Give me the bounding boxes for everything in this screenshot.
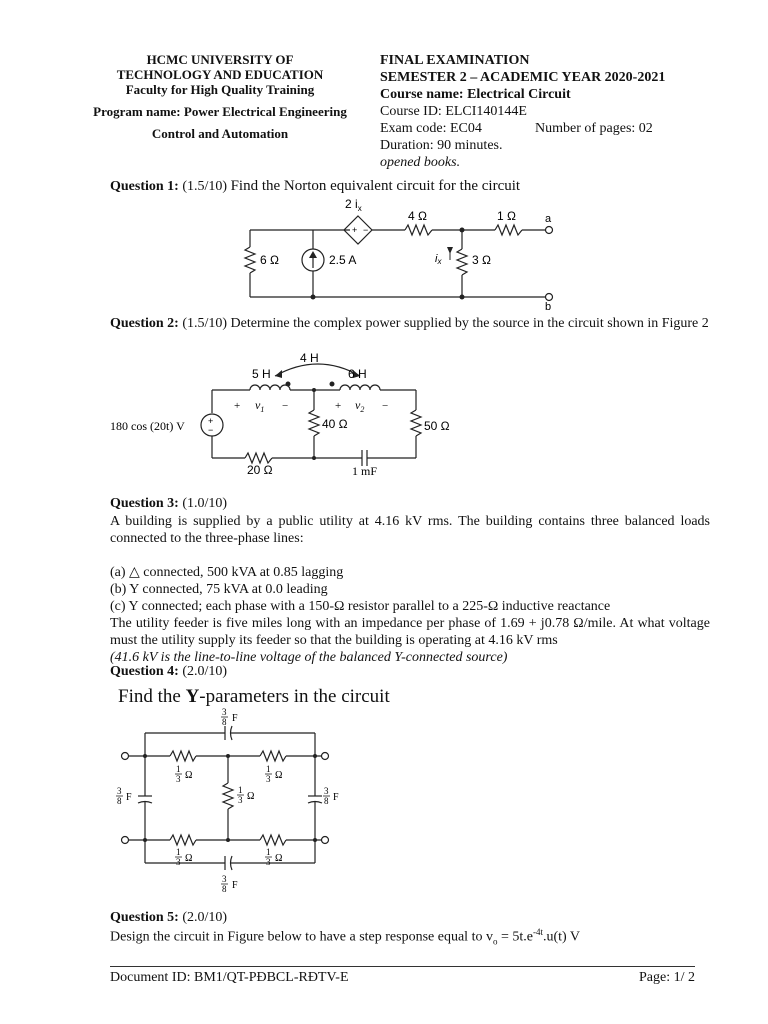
dot-marker-icon	[330, 382, 335, 387]
current-source-label: 2.5 A	[329, 253, 357, 267]
ix-label: ix	[435, 253, 442, 266]
question-3-points: (1.0/10)	[182, 496, 228, 511]
svg-text:−: −	[382, 400, 389, 412]
university-name-line2: TECHNOLOGY AND EDUCATION	[116, 67, 324, 82]
svg-text:3: 3	[266, 857, 271, 867]
resistor-6-label: 6 Ω	[260, 253, 279, 267]
svg-text:3: 3	[222, 708, 227, 717]
capacitor-1mf-label: 1 mF	[352, 464, 378, 478]
question-1-points: (1.5/10)	[182, 179, 228, 194]
question-4-title: Find the Y-parameters in the circuit	[118, 686, 390, 707]
svg-text:1: 1	[266, 847, 271, 857]
question-5-heading	[110, 910, 227, 926]
dep-source-plus: +	[352, 225, 358, 235]
v2-label: $v_2$	[355, 398, 365, 414]
svg-text:3: 3	[324, 786, 329, 796]
svg-text:8: 8	[324, 796, 329, 806]
svg-text:F: F	[232, 713, 238, 724]
number-of-pages: Number of pages: 02	[535, 121, 653, 136]
svg-text:Ω: Ω	[185, 770, 193, 781]
svg-text:3: 3	[238, 795, 243, 805]
question-5-text: Design the circuit in Figure below to have a step response equal to $v_o = 5t.e^{-4t}.u(t)$ V	[110, 927, 581, 947]
svg-text:1: 1	[238, 785, 243, 795]
page-number: Page: 1/ 2	[639, 970, 695, 985]
dep-source-label: 2 $i_x$	[345, 197, 362, 213]
inductor-5h-label: 5 H	[252, 367, 271, 381]
mutual-inductance-label: 4 H	[300, 351, 319, 365]
course-id: Course ID: ELCI140144E	[380, 104, 527, 119]
svg-text:Ω: Ω	[275, 853, 283, 864]
svg-text:+: +	[335, 400, 342, 412]
svg-text:+: +	[234, 400, 241, 412]
svg-text:Ω: Ω	[247, 791, 255, 802]
question-3-item-b: (b) Y connected, 75 kVA at 0.0 leading	[110, 582, 328, 597]
question-3-feeder-text: The utility feeder is five miles long with an impedance per phase of 1.69 + j0.78 Ω/mile. At what voltage must the utility supply its feeder so that the building is operating at 4.16 kV rms	[110, 616, 710, 648]
svg-text:−: −	[282, 400, 289, 412]
question-3-heading	[110, 496, 227, 512]
faculty-name: Faculty for High Quality Training	[125, 82, 315, 97]
svg-text:3: 3	[222, 874, 227, 884]
voltage-source-label: 180 cos (20t) V	[110, 419, 185, 433]
svg-text:8: 8	[117, 796, 122, 806]
svg-text:F: F	[232, 880, 238, 891]
question-1-text: Find the Norton equivalent circuit for the circuit	[230, 178, 521, 194]
svg-text:3: 3	[266, 774, 271, 784]
resistor-4-label: 4 Ω	[408, 209, 427, 223]
question-5-label: Question 5:	[110, 910, 179, 925]
books-policy: opened books.	[380, 155, 461, 170]
semester: SEMESTER 2 – ACADEMIC YEAR 2020-2021	[380, 70, 666, 85]
resistor-3-label: 3 Ω	[472, 253, 491, 267]
question-5-points: (2.0/10)	[182, 910, 228, 925]
current-arrow-icon	[309, 251, 317, 258]
question-4-heading	[110, 664, 227, 680]
svg-text:1: 1	[176, 764, 181, 774]
question-4-points: (2.0/10)	[182, 664, 228, 679]
course-name: Course name: Electrical Circuit	[380, 87, 571, 102]
svg-text:+: +	[208, 416, 214, 426]
svg-text:8: 8	[222, 717, 227, 727]
question-3-item-a: (a) △ connected, 500 kVA at 0.85 lagging	[110, 565, 344, 580]
page-footer	[110, 966, 695, 986]
question-2-text	[110, 315, 710, 332]
document-id: Document ID: BM1/QT-PĐBCL-RĐTV-E	[110, 970, 349, 985]
node-a-label: a	[545, 213, 552, 225]
resistor-1-label: 1 Ω	[497, 209, 516, 223]
question-3-note: (41.6 kV is the line-to-line voltage of the balanced Y-connected source)	[110, 650, 508, 665]
program-name-line2: Control and Automation	[151, 126, 289, 141]
norton-circuit-figure	[240, 192, 570, 312]
svg-text:Ω: Ω	[185, 853, 193, 864]
y-parameter-figure	[110, 708, 370, 898]
program-name: Program name: Power Electrical Engineering	[93, 104, 347, 119]
svg-text:3: 3	[176, 857, 181, 867]
resistor-50-label: 50 Ω	[424, 419, 450, 433]
university-name-line1: HCMC UNIVERSITY OF	[146, 52, 294, 67]
question-4-label: Question 4:	[110, 664, 179, 679]
svg-text:3: 3	[176, 774, 181, 784]
question-2-body: (1.5/10) Determine the complex power supplied by the source in the circuit shown in Figure 2	[182, 316, 709, 331]
resistor-40-label: 40 Ω	[322, 417, 348, 431]
question-3-intro: A building is supplied by a public utility at 4.16 kV rms. The building contains three balanced loads connected to the three-phase lines:	[110, 514, 710, 546]
svg-text:1: 1	[266, 764, 271, 774]
svg-text:F: F	[333, 792, 339, 803]
node-b-label: b	[545, 301, 552, 312]
svg-text:3: 3	[117, 786, 122, 796]
svg-text:F: F	[126, 792, 132, 803]
svg-text:8: 8	[222, 884, 227, 894]
exam-title: FINAL EXAMINATION	[380, 53, 530, 68]
resistor-20-label: 20 Ω	[247, 463, 273, 477]
coupled-inductor-figure	[110, 348, 470, 478]
question-1-label: Question 1:	[110, 179, 179, 194]
svg-text:Ω: Ω	[275, 770, 283, 781]
svg-text:1: 1	[176, 847, 181, 857]
question-3-label: Question 3:	[110, 496, 179, 511]
dot-marker-icon	[286, 382, 291, 387]
svg-text:−: −	[208, 425, 214, 435]
dep-source-minus: −	[363, 225, 369, 235]
v1-label: $v_1$	[255, 398, 265, 414]
exam-code: Exam code: EC04	[380, 121, 482, 136]
question-2-label: Question 2:	[110, 316, 179, 331]
inductor-6h-label: 6 H	[348, 367, 367, 381]
duration: Duration: 90 minutes.	[380, 138, 503, 153]
question-3-item-c: (c) Y connected; each phase with a 150-Ω resistor parallel to a 225-Ω inductive reactance	[110, 599, 611, 614]
